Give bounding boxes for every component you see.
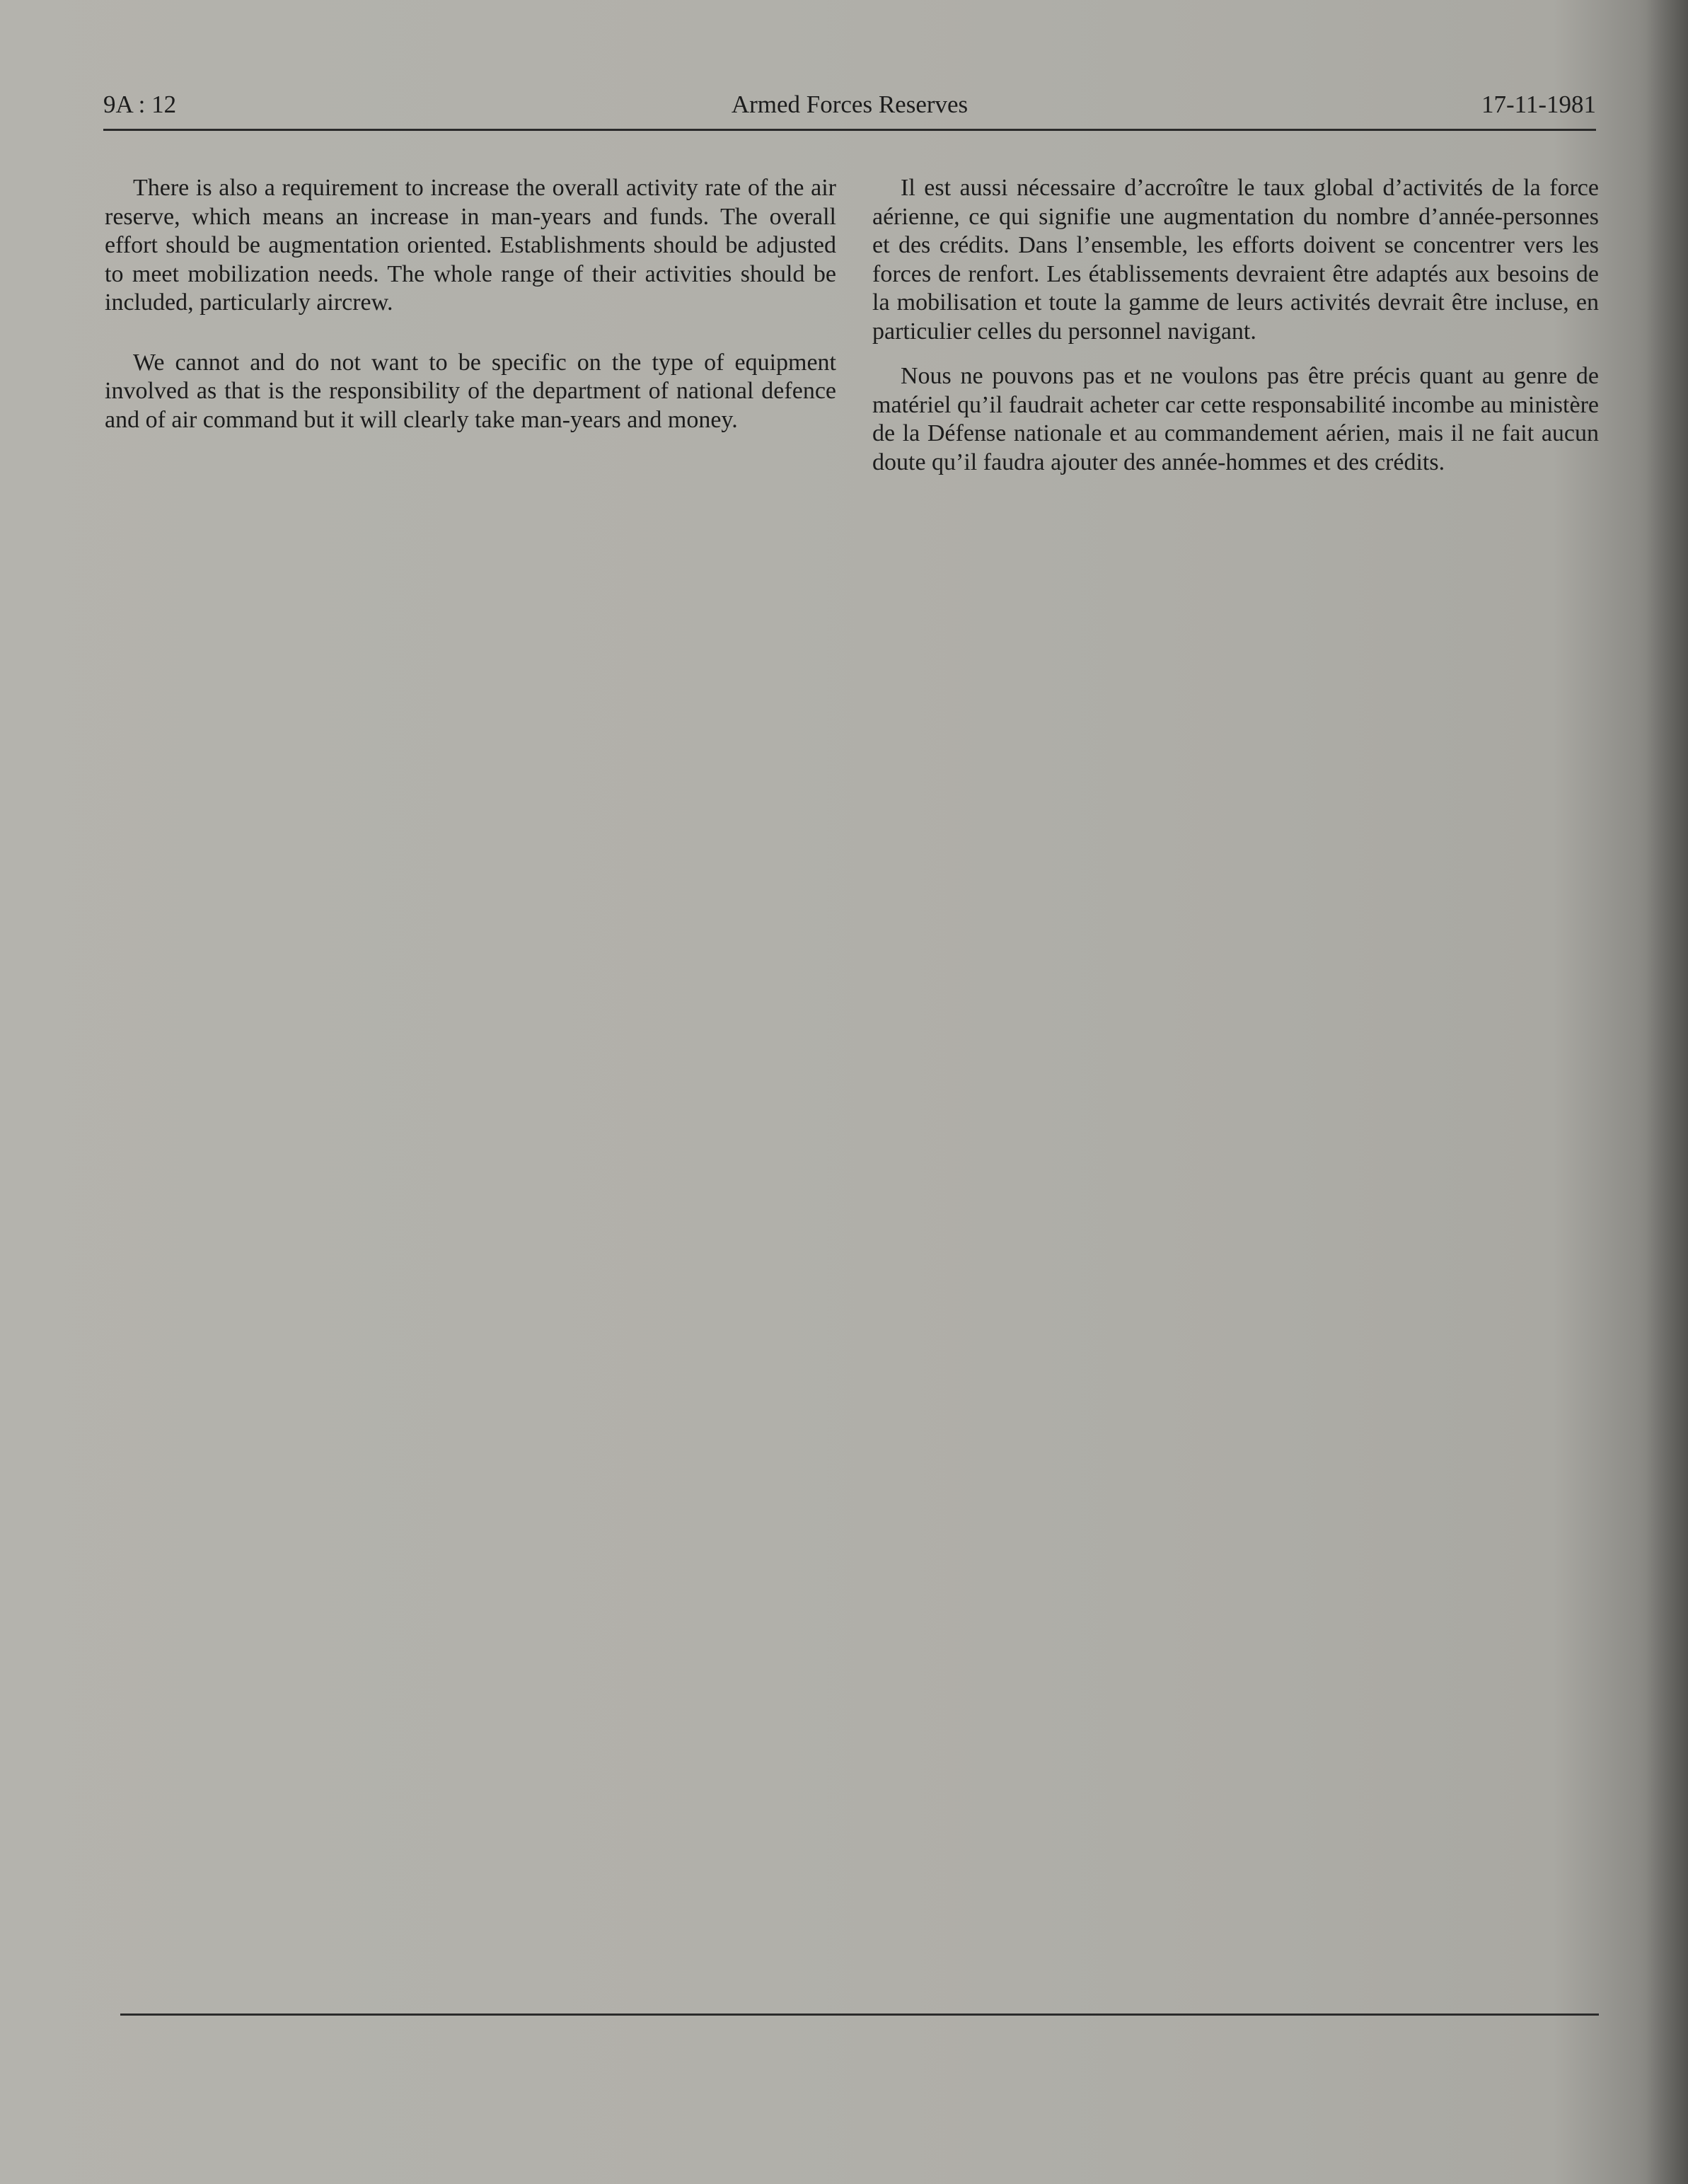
header-date: 17-11-1981 <box>1481 91 1596 118</box>
english-paragraph-2: We cannot and do not want to be specific on the type of equipment involved as that is the responsibility of the department of national defence and of air command but it will clearly take man-years and money. <box>105 349 836 433</box>
french-paragraph-1: Il est aussi nécessaire d’accroître le taux global d’activités de la force aérienne, ce qui signifie une augmentation du nombre d’année-personnes et des crédits. Dans l’ensemble, les efforts doivent se concentrer vers les forces de renfort. Les établissements devraient être adaptés aux besoins de la mobilisation et toute la gamme de leurs activités devrait être incluse, en particulier celles du personnel navigant. <box>872 175 1599 345</box>
english-column <box>105 174 836 434</box>
running-title: Armed Forces Reserves <box>731 91 969 118</box>
english-paragraph-1: There is also a requirement to increase the overall activity rate of the air reserve, which means an increase in man-years and funds. The overall effort should be augmentation oriented. Establishments should be adjusted to meet mobilization needs. The whole range of their activities should be included, particularly aircrew. <box>105 175 836 316</box>
french-column <box>872 174 1599 477</box>
running-header <box>103 91 1596 127</box>
french-paragraph-2: Nous ne pouvons pas et ne voulons pas être précis quant au genre de matériel qu’il faudrait acheter car cette responsabilité incombe au ministère de la Défense nationale et au commandement aérien, mais il ne fait aucun doute qu’il faudra ajouter des année-hommes et des crédits. <box>872 363 1599 475</box>
footer-rule <box>120 2013 1599 2016</box>
bleed-through-texture <box>120 304 828 2002</box>
page-number: 9A : 12 <box>103 91 177 118</box>
binding-edge-shadow <box>1646 0 1688 2184</box>
header-rule <box>103 129 1596 131</box>
